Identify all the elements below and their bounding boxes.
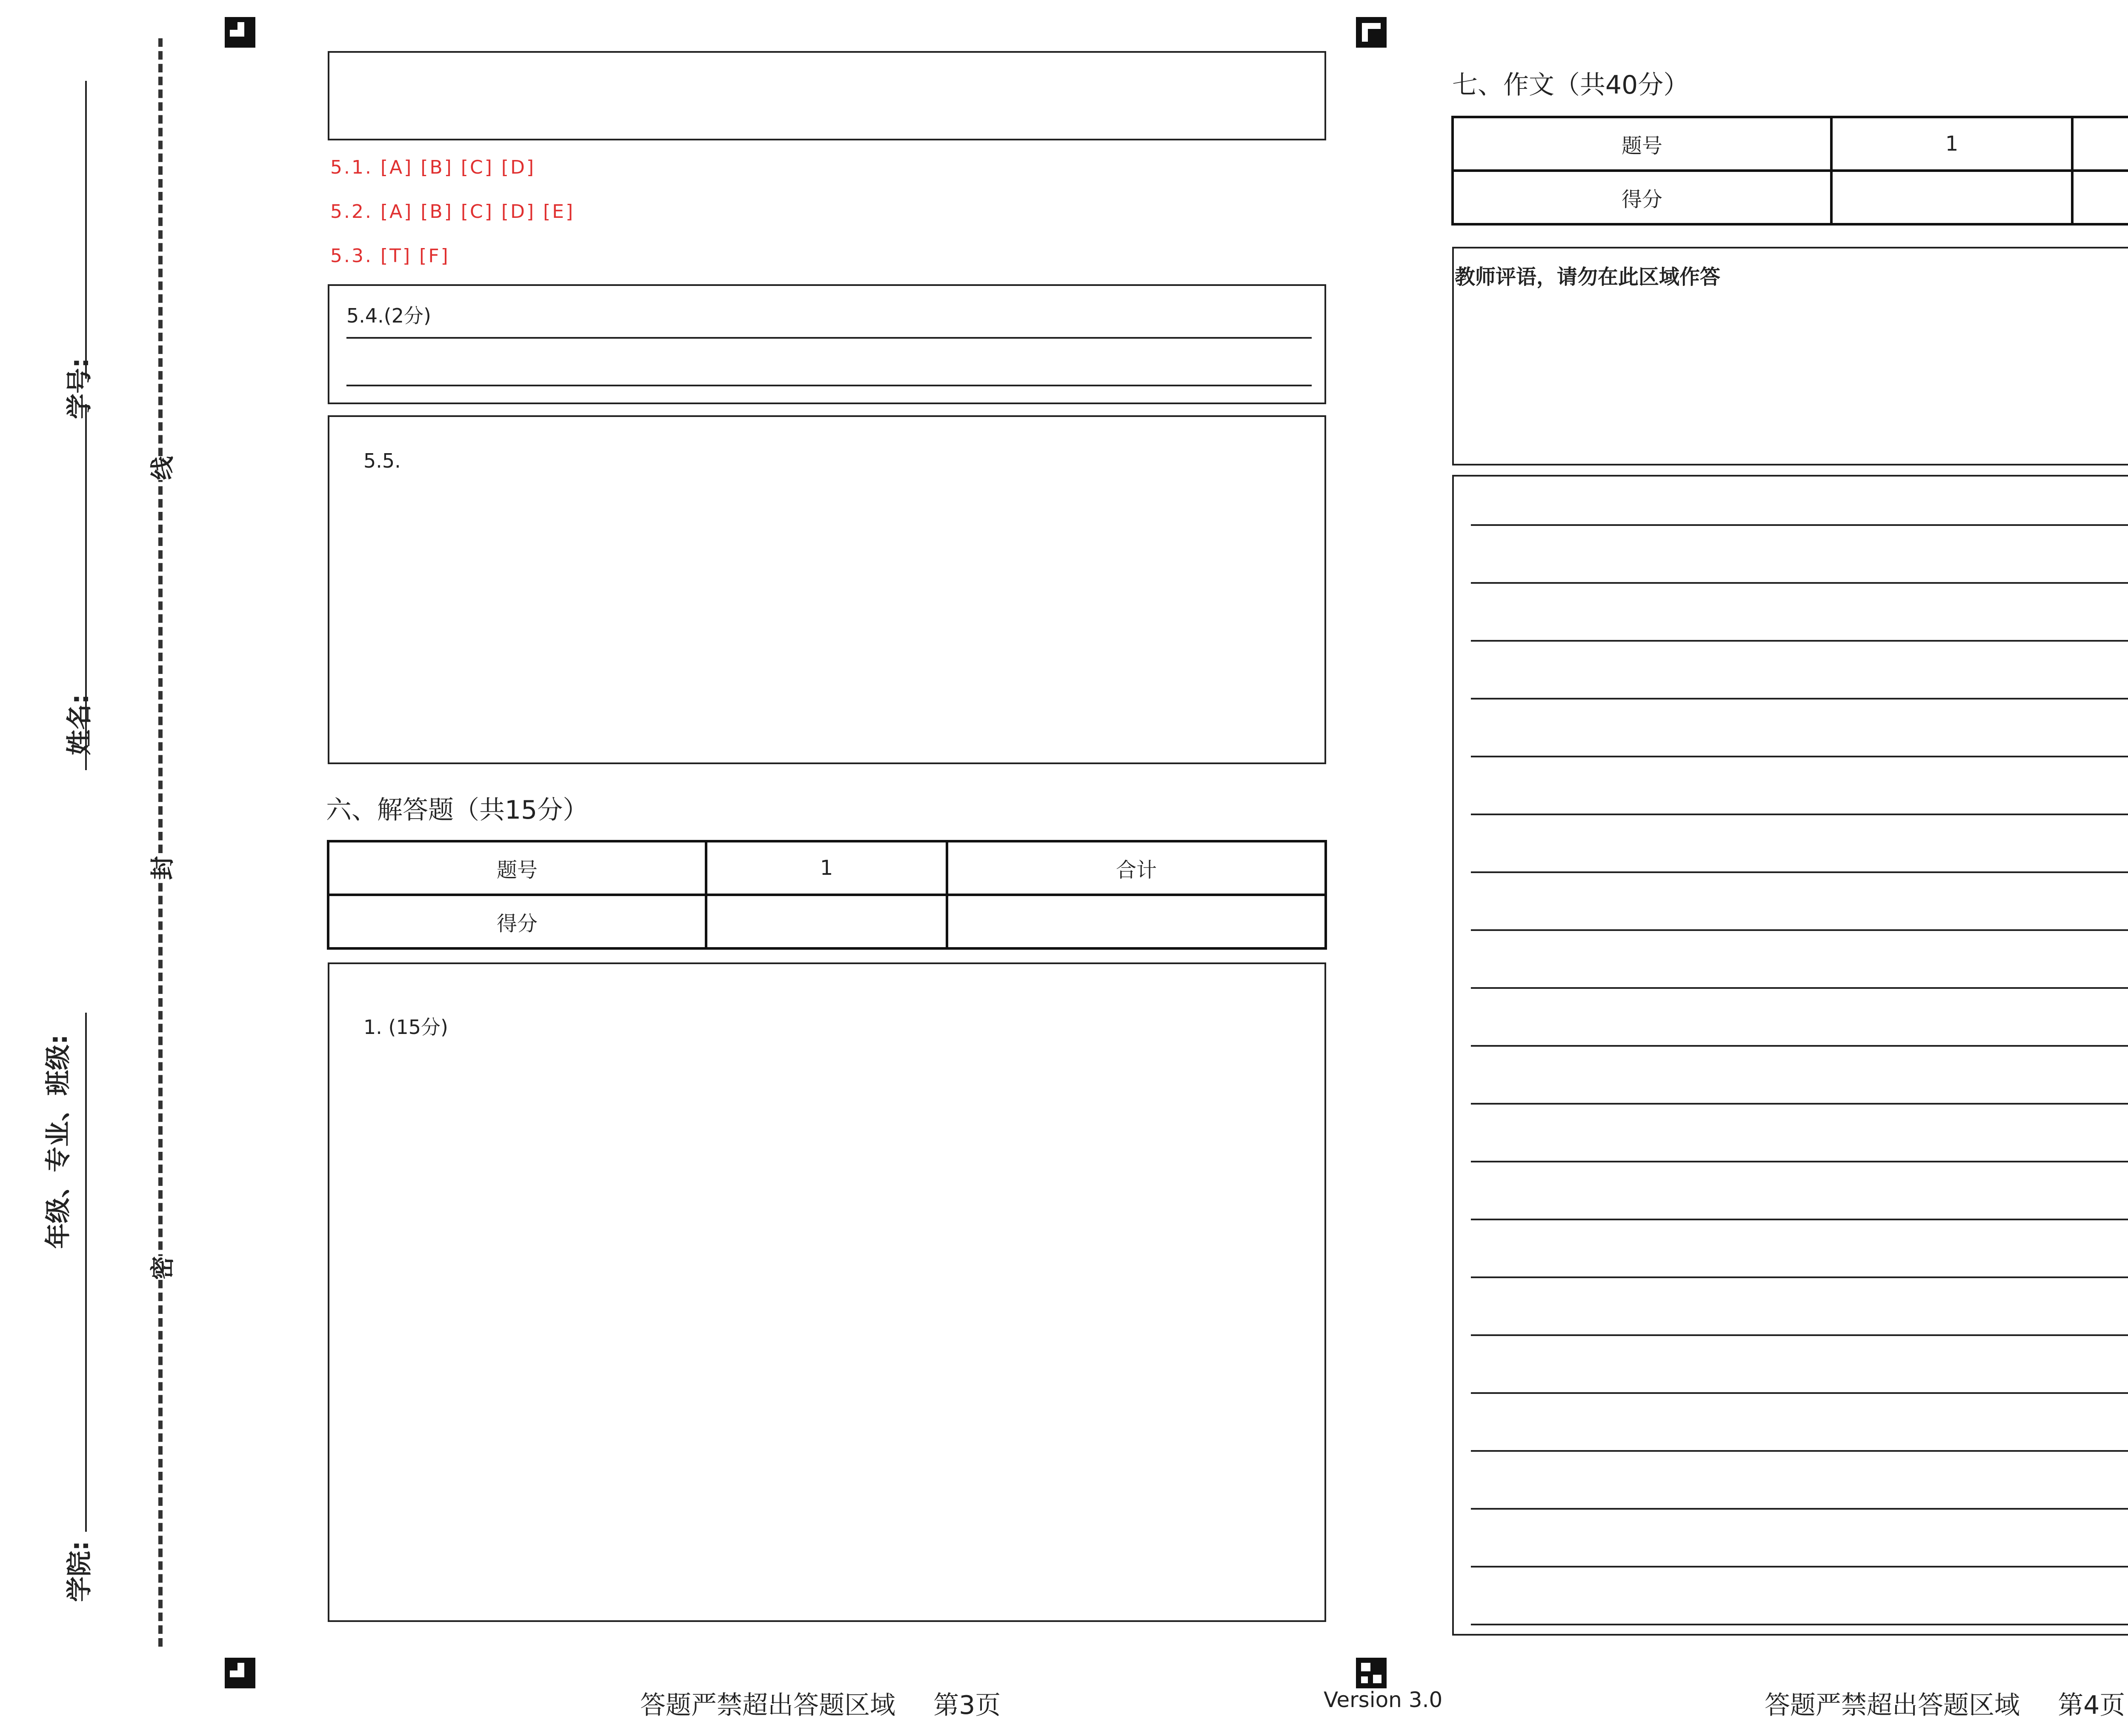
- score-header-total: 合计: [947, 841, 1326, 895]
- essay-line: [1471, 1508, 2128, 1510]
- mc-question-5-3: [330, 245, 450, 267]
- field-line-college: [85, 1293, 87, 1532]
- registration-marker-bottom-left: [225, 1658, 255, 1688]
- field-label-college: 学院:: [65, 1541, 94, 1602]
- score-cell-total[interactable]: [2072, 171, 2128, 224]
- mc-question-5-2: [330, 201, 575, 223]
- essay-line: [1471, 1161, 2128, 1162]
- score-header-question-number: 题号: [1453, 117, 1831, 171]
- essay-line: [1471, 814, 2128, 815]
- answer-box-6-1[interactable]: [328, 962, 1326, 1622]
- essay-line: [1471, 1219, 2128, 1220]
- essay-writing-box[interactable]: [1452, 475, 2128, 1636]
- version-label: Version 3.0: [1324, 1687, 1443, 1712]
- mc-question-5-1: [330, 157, 535, 178]
- mc-number: 5.2.: [330, 201, 373, 223]
- field-line-student-id: [85, 81, 87, 379]
- essay-line: [1471, 756, 2128, 757]
- score-row-label: 得分: [1453, 171, 1831, 224]
- score-cell-q1[interactable]: [706, 895, 947, 948]
- field-label-class: 年级、专业、班级:: [43, 1034, 73, 1249]
- essay-line: [1471, 871, 2128, 873]
- footer-warning: 答题严禁超出答题区域: [640, 1690, 895, 1720]
- question-label-5-4: 5.4.(2分): [346, 304, 431, 327]
- section-6-title: 六、解答题（共15分）: [326, 795, 589, 825]
- mc-number: 5.3.: [330, 245, 373, 267]
- essay-line: [1471, 1450, 2128, 1452]
- score-header-total: [2072, 117, 2128, 171]
- essay-line: [1471, 1334, 2128, 1336]
- score-table-section-7: [1451, 116, 2128, 226]
- registration-marker-top-left: [225, 17, 255, 48]
- essay-line: [1471, 640, 2128, 642]
- page-3-footer: [640, 1685, 1001, 1722]
- essay-line: [1471, 582, 2128, 584]
- binding-dashed-line: [158, 38, 163, 1647]
- answer-box-5-5[interactable]: [328, 415, 1326, 764]
- essay-line: [1471, 1624, 2128, 1625]
- field-label-student-id: 学号:: [65, 358, 94, 419]
- score-cell-q1[interactable]: [1831, 171, 2072, 224]
- footer-page-number: 第4页: [2058, 1690, 2125, 1720]
- essay-line: [1471, 524, 2128, 526]
- field-label-name: 姓名:: [65, 694, 94, 755]
- page-4-footer: [1765, 1685, 2125, 1722]
- footer-page-number: 第3页: [933, 1690, 1001, 1720]
- essay-line: [1471, 1103, 2128, 1105]
- teacher-comment-label: 教师评语，请勿在此区域作答: [1455, 265, 1721, 289]
- question-label-5-5: 5.5.: [363, 449, 401, 472]
- question-label-6-1: 1. (15分): [363, 1016, 448, 1039]
- essay-line: [1471, 1276, 2128, 1278]
- essay-line: [1471, 698, 2128, 700]
- score-cell-total[interactable]: [947, 895, 1326, 948]
- mc-options[interactable]: [T] [F]: [380, 245, 450, 267]
- seal-word-line: 线: [144, 456, 178, 480]
- seal-word-secret: 密: [144, 1256, 178, 1280]
- essay-line: [1471, 987, 2128, 989]
- answer-box-5-4[interactable]: [328, 284, 1326, 404]
- score-header-question-number: 题号: [328, 841, 706, 895]
- teacher-comment-box: [1452, 247, 2128, 465]
- score-header-q1: 1: [706, 841, 947, 895]
- essay-line: [1471, 1045, 2128, 1047]
- mc-options[interactable]: [A] [B] [C] [D] [E]: [380, 201, 575, 223]
- score-row-label: 得分: [328, 895, 706, 948]
- essay-line: [1471, 1566, 2128, 1568]
- section-7-title: 七、作文（共40分）: [1452, 70, 1689, 100]
- registration-marker-bottom-center: [1356, 1658, 1387, 1688]
- registration-marker-top-center: [1356, 17, 1387, 48]
- mc-number: 5.1.: [330, 157, 373, 178]
- score-header-q1: 1: [1831, 117, 2072, 171]
- mc-options[interactable]: [A] [B] [C] [D]: [380, 157, 536, 178]
- seal-word-seal: 封: [144, 856, 178, 880]
- score-table-section-6: [327, 840, 1327, 950]
- footer-warning: 答题严禁超出答题区域: [1765, 1690, 2020, 1720]
- answer-line: [346, 337, 1312, 339]
- answer-box-top[interactable]: [328, 51, 1326, 140]
- essay-line: [1471, 929, 2128, 931]
- essay-line: [1471, 1392, 2128, 1394]
- answer-line: [346, 385, 1312, 386]
